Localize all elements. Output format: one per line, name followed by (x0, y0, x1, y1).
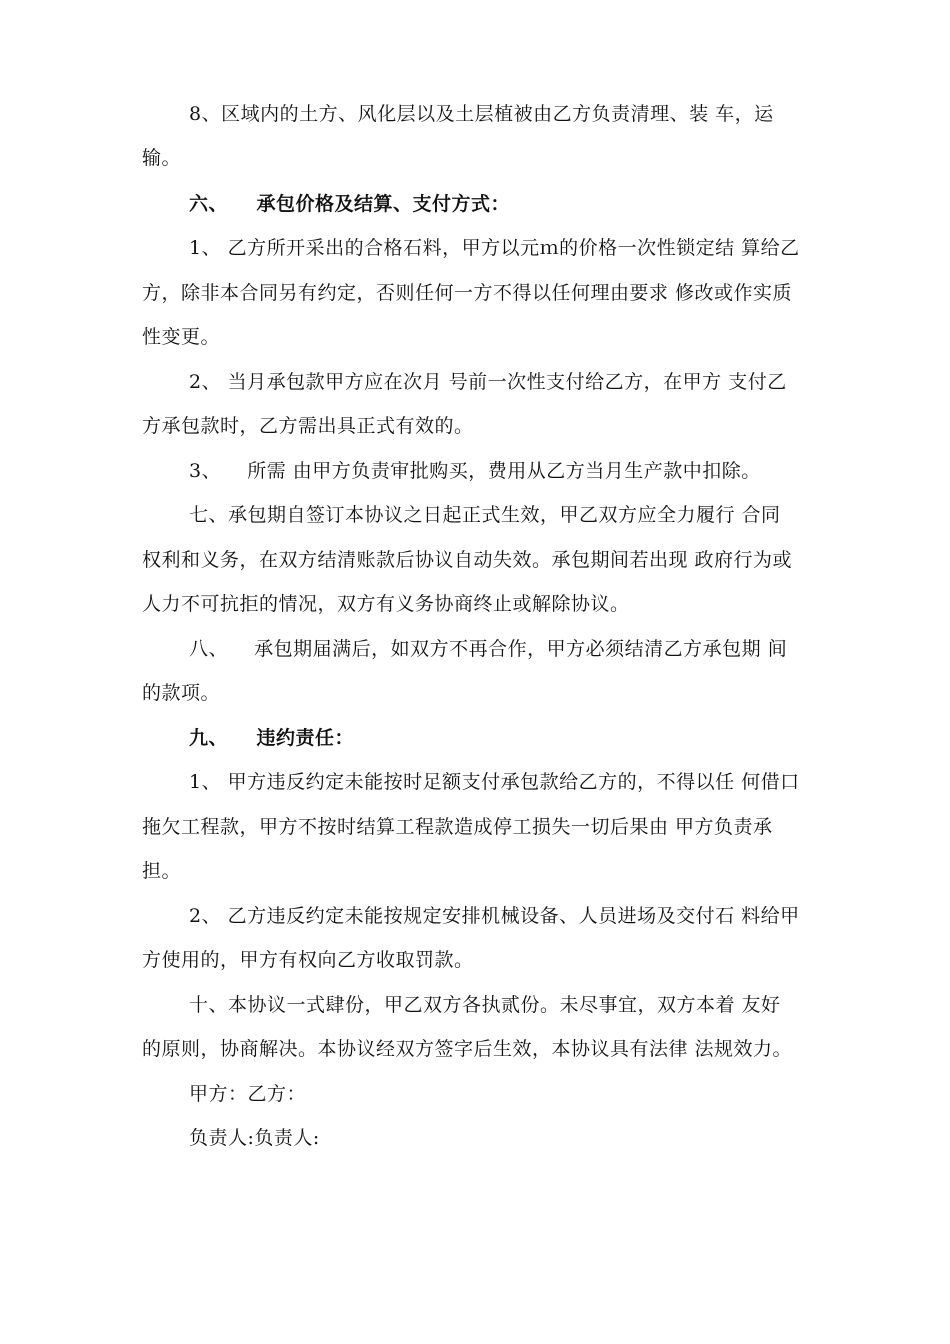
section-10-line-1: 十、本协议一式肆份，甲乙双方各执贰份。未尽事宜，双方本着 友好 (189, 994, 781, 1016)
section-7-line-1: 七、承包期自签订本协议之日起正式生效，甲乙双方应全力履行 合同 (189, 504, 781, 526)
section-8-line-1: 八、 承包期届满后，如双方不再合作，甲方必须结清乙方承包期 间 (189, 638, 788, 660)
signature-parties: 甲方：乙方： (189, 1083, 307, 1105)
section-6-item-1-line-1: 1、 乙方所开采出的合格石料，甲方以元ｍ的价格一次性锁定结 算给乙 (189, 237, 800, 259)
section-6-item-2-line-2: 方承包款时，乙方需出具正式有效的。 (142, 415, 474, 437)
section-9-item-2-line-2: 方使用的，甲方有权向乙方收取罚款。 (142, 949, 474, 971)
section-9-item-2-line-1: 2、 乙方违反约定未能按规定安排机械设备、人员进场及交付石 料给甲 (189, 905, 800, 927)
section-6-item-3: 3、 所需 由甲方负责审批购买，费用从乙方当月生产款中扣除。 (189, 460, 761, 482)
clause-8-line-2: 输。 (142, 147, 182, 169)
section-8-line-2: 的款项。 (142, 682, 221, 704)
section-6-item-2-line-1: 2、 当月承包款甲方应在次月 号前一次性支付给乙方，在甲方 支付乙 (189, 371, 787, 393)
section-7-line-3: 人力不可抗拒的情况，双方有义务协商终止或解除协议。 (142, 593, 630, 615)
section-9-item-1-line-2: 拖欠工程款，甲方不按时结算工程款造成停工损失一切后果由 甲方负责承 (142, 816, 773, 838)
section-6-heading: 六、 承包价格及结算、支付方式： (189, 193, 510, 215)
section-6-item-1-line-2: 方，除非本合同另有约定，否则任何一方不得以任何理由要求 修改或作实质 (142, 282, 793, 304)
section-10-line-2: 的原则，协商解决。本协议经双方签字后生效，本协议具有法律 法规效力。 (142, 1038, 793, 1060)
section-7-line-2: 权利和义务，在双方结清账款后协议自动失效。承包期间若出现 政府行为或 (142, 549, 793, 571)
section-9-heading: 九、 违约责任： (189, 727, 354, 749)
section-9-item-1-line-3: 担。 (142, 860, 182, 882)
signature-responsible-persons: 负责人:负责人: (189, 1127, 320, 1149)
section-6-item-1-line-3: 性变更。 (142, 326, 221, 348)
clause-8-line-1: 8、区域内的土方、风化层以及土层植被由乙方负责清理、装 车，运 (189, 103, 774, 125)
section-9-item-1-line-1: 1、 甲方违反约定未能按时足额支付承包款给乙方的，不得以任 何借口 (189, 771, 800, 793)
